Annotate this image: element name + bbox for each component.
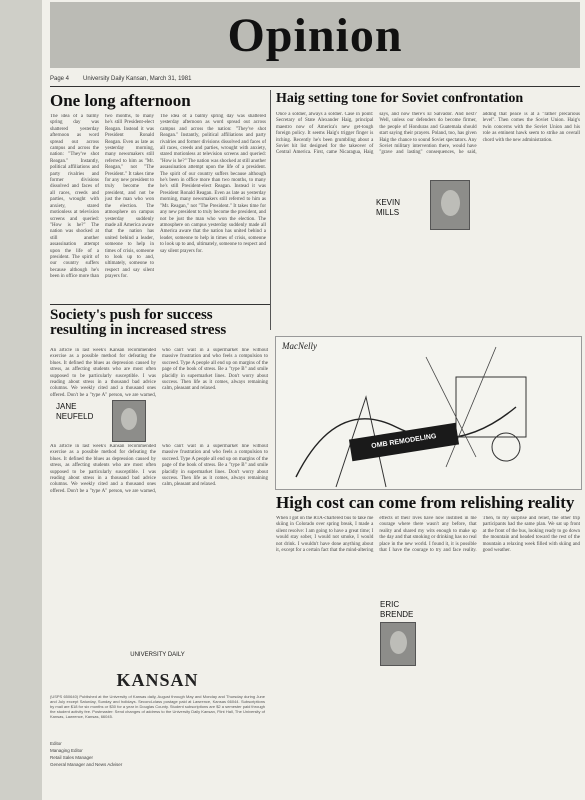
article-afternoon-continued: The idea of a balmy spring day was shattered yesterday afternoon as word spread out across campus and across the nation: "They've shot Reagan." Instantly, political affiliations and party rivalries and former divisions dissolved and faces of all races, creeds and parties, wrought with anxiety, stared motionless at television screens and queried: "How is he?" The nation was shocked at still another assassination attempt upon the life of a president. The spirit of our country suffers because although he's been in office more than two months, to many he's still President-elect Reagan. Instead it was President Ronald Reagan. Even as late as yesterday morning, many newsmakers still referred to him as "Mr. Reagan," not "The President." It takes time for any new president to truly become the president, and not be just the man who won the election. The atmosphere on campus yesterday suddenly made all America aware that the nation has united behind a leader, someone to help in times of crisis, someone to look up to and, ultimately, someone to respect and say silent prayers for.: [160, 114, 266, 254]
staff-line: Managing Editor: [50, 748, 83, 753]
kevin-mills-photo: [430, 180, 470, 230]
page-number: Page 4: [50, 76, 70, 82]
article-society-body: An article in last week's Kansan recommended exercise as a possible method for defeating the blues. It defined the blues as depression caused by stress, as affecting students who are most often supposed to be particularly susceptible. I was reading about stress in a thousand bad advice columns. We weekly cited and a thousand ones offered. Don't be a "type A" person, we are warned, who can't wait in a supermarket line without massive frustration and who feels a compulsion to succeed. Type A people all end up on margins of the page of the book of stress. Be a "type B" and smile placidly in supermarket lines. Don't worry about success. Then life as it comes, always remaining calm, pleasant and relaxed.: [50, 444, 268, 494]
headline-haig: Haig setting tone for Soviet confrontation: [276, 91, 524, 106]
article-haig-body: Once a soldier, always a soldier. Case in point: Secretary of State Alexander Haig, principal maestro now of America's new get-tough foreign policy. It seems Haig's trigger finger is itching. Recently he's been grumbling about a Soviet hit list designed for the takeover of Central America. First, came Nicaragua, Haig says, and now there's El Salvador. And next? Well, unless our defenders do become firmer, the people of Honduras and Guatemala should start saying their prayers. Poland, too, has given Haig the chance to sound Soviet spectators. Any Soviet military intervention there, would have "grave and lasting" consequences, he said, adding that peace is at a "rather precarious level". Then comes the Soviet Union. Haig's twin concerns with the Soviet Union and his role as eminent hawk seem to strike an overall chord with the new administration.: [276, 112, 580, 156]
cartoon-signature: MacNelly: [282, 341, 317, 351]
byline-first-name: ERIC: [380, 600, 400, 609]
byline-first-name: JANE: [56, 402, 77, 411]
eric-brende-photo: [380, 622, 416, 666]
jane-neufeld-photo: [112, 400, 146, 442]
kansan-masthead: [50, 640, 265, 795]
page-header: [50, 76, 191, 82]
byline-last-name: MILLS: [376, 208, 400, 217]
editorial-cartoon: [275, 336, 582, 490]
section-rule: [50, 304, 270, 305]
masthead-name: KANSAN: [116, 670, 199, 690]
masthead-staff: [50, 740, 265, 768]
column-divider: [270, 90, 271, 330]
section-banner: [50, 2, 580, 68]
staff-line: Editor: [50, 741, 62, 746]
masthead-fine-print: (USPS 650640) Published at the University of Kansas daily, August through May and Monday and Thursday during June and July except Saturday, Sunday and holidays. Second-class postage paid at Lawrence, Kansas 66044. Subscriptions by mail are $18 for six months or $30 for a year in Douglas County. Student subscriptions are $2 a semester paid through the student activity fee. Postmaster: Send changes of address to the University Daily Kansan, Flint Hall, The University of Kansas, Lawrence, Kansas, 66045.: [50, 694, 265, 719]
staff-line: General Manager and News Adviser: [50, 762, 123, 767]
staff-line: Retail Sales Manager: [50, 755, 94, 760]
masthead-subtitle: UNIVERSITY DAILY: [130, 652, 185, 658]
section-title: Opinion: [227, 9, 403, 62]
byline-last-name: NEUFELD: [56, 412, 94, 421]
byline-first-name: KEVIN: [376, 198, 401, 207]
paper-name-date: University Daily Kansan, March 31, 1981: [83, 76, 192, 82]
header-rule: [50, 86, 580, 87]
headline-society: Society's push for success resulting in increased stress: [50, 307, 227, 339]
byline-last-name: BRENDE: [380, 610, 414, 619]
article-high-cost-body: When I got on the RTA-chartered bus to take me skiing in Colorado over spring break, I made a silent resolve: I am going to have a great time; I would stay sober, I would not smoke, I would not drink. I wouldn't have done anything about it, except for a certain fact that the mind-altering effects of their lives have now instilled in me courage where there wasn't any before, that reality and shared my wits enough to make up the day and that smoking or drinking has no real place in the new world. I found it, it is possible that I have the courage to try and face reality. Then, to my surprise and relief, the other trip participants had the same plan. We sat up front at the front of the bus, looking ready to go down the mountain and headed toward the rest of the mountain a relaxing week filled with skiing and good weather.: [276, 516, 580, 554]
cartoon-sign: OMB REMODELING: [349, 423, 459, 462]
cartoon-drawing: [276, 337, 581, 489]
headline-high-cost: High cost can come from relishing reality: [276, 493, 575, 512]
byline-jane-neufeld: [56, 402, 106, 422]
byline-eric-brende: [380, 600, 428, 620]
byline-kevin-mills: [376, 198, 424, 218]
headline-afternoon: One long afternoon: [50, 91, 191, 110]
article-society-intro: An article in last week's Kansan recommended exercise as a possible method for defeating the blues. It defined the blues as depression caused by stress, as affecting students who are most often supposed to be particularly susceptible. I was reading about stress in a thousand bad advice columns. We weekly cited and a thousand ones offered. Don't be a "type A" person, we are warned, who can't wait in a supermarket line without massive frustration and who feels a compulsion to succeed. Type A people all end up on margins of the page of the book of stress. Be a "type B" and smile placidly in supermarket lines. Don't worry about success. Then life as it comes, always remaining calm, pleasant and relaxed.: [50, 348, 268, 398]
article-afternoon-body: The idea of a balmy spring day was shattered yesterday afternoon as word spread out across campus and across the nation: "They've shot Reagan." Instantly, political affiliations and party rivalries and former divisions dissolved and faces of all races, creeds and parties, wrought with anxiety, stared motionless at television screens and queried: "How is he?" The nation was shocked at still another assassination attempt upon the life of a president. The spirit of our country suffers because although he's been in office more than two months, to many he's still President-elect Reagan. Instead it was President Ronald Reagan. Even as late as yesterday morning, many newsmakers still referred to him as "Mr. Reagan," not "The President." It takes time for any new president to truly become the president, and not be just the man who won the election. The atmosphere on campus yesterday suddenly made all America aware that the nation has united behind a leader, someone to help in times of crisis, someone to look up to and, ultimately, someone to respect and say silent prayers for.: [50, 114, 154, 280]
page-binding-margin: [0, 0, 42, 800]
